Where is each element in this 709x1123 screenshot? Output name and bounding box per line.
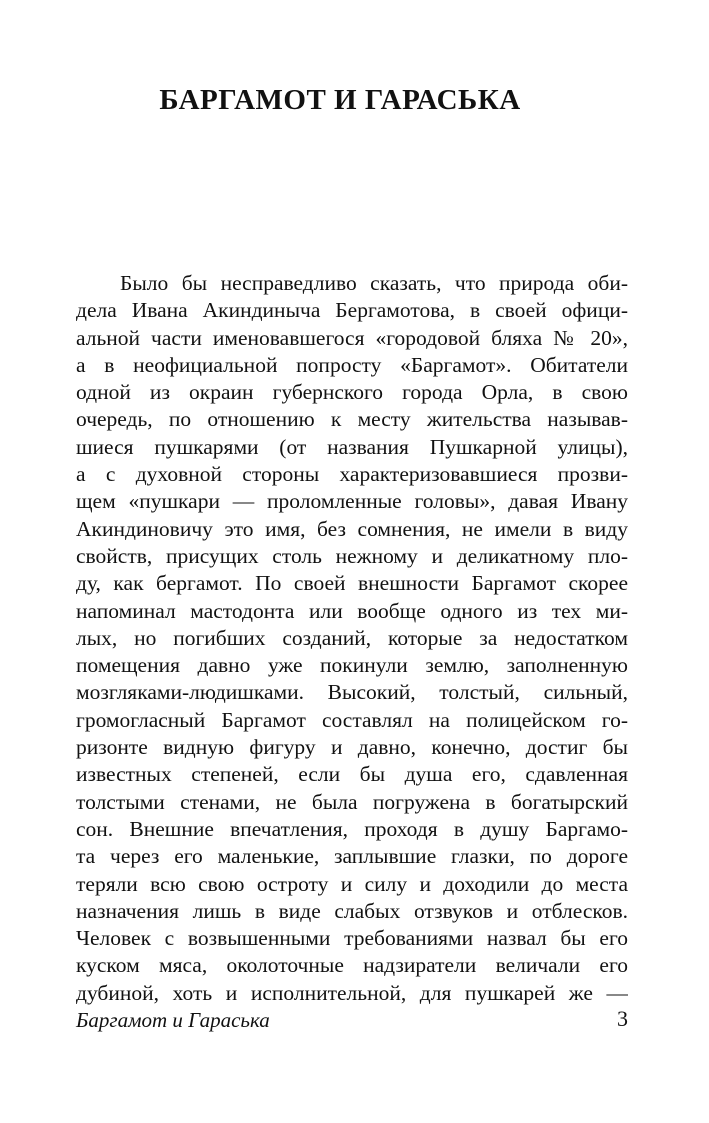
text-line: одной из окраин губернского города Орла, в свою	[76, 380, 628, 405]
page-number: 3	[617, 1006, 628, 1031]
text-line: Было бы несправедливо сказать, что природа оби-	[120, 271, 628, 295]
text-line: шиеся пушкарями (от названия Пушкарной улицы),	[76, 434, 628, 459]
text-line: известных степеней, если бы душа его, сдавленная	[76, 762, 628, 787]
text-line: ризонте видную фигуру и давно, конечно, достиг бы	[76, 735, 628, 760]
text-line: та через его маленькие, заплывшие глазки, по дороге	[76, 844, 628, 869]
text-line: щем «пушкари — проломленные головы», давая Ивану	[76, 489, 628, 514]
text-line: свойств, присущих столь нежному и деликатному пло-	[76, 543, 628, 568]
chapter-title: БАРГАМОТ И ГАРАСЬКА	[159, 84, 521, 116]
text-line: толстыми стенами, не была погружена в богатырский	[76, 789, 628, 814]
text-line: Человек с возвышенными требованиями назвал бы его	[76, 926, 628, 951]
text-line: Акиндиновичу это имя, без сомнения, не имели в виду	[76, 516, 628, 541]
text-line: дубиной, хоть и исполнительной, для пушкарей же —	[76, 980, 628, 1005]
text-line: сон. Внешние впечатления, проходя в душу Баргамо-	[76, 816, 628, 841]
text-line: а в неофициальной попросту «Баргамот». Обитатели	[76, 352, 628, 377]
text-line: громогласный Баргамот составлял на полицейском го-	[76, 707, 628, 732]
text-line: куском мяса, околоточные надзиратели величали его	[76, 953, 628, 978]
text-line: мозгляками-людишками. Высокий, толстый, сильный,	[76, 680, 628, 705]
text-line: ду, как бергамот. По своей внешности Баргамот скорее	[76, 571, 628, 596]
text-line: назначения лишь в виде слабых отзвуков и отблесков.	[76, 898, 628, 923]
text-line: помещения давно уже покинули землю, заполненную	[76, 653, 628, 678]
running-footer-title: Баргамот и Гараська	[76, 1008, 270, 1032]
text-line: напоминал мастодонта или вообще одного из тех ми-	[76, 598, 628, 623]
text-line: очередь, по отношению к месту жительства называв-	[76, 407, 628, 432]
body-paragraph	[76, 270, 628, 1007]
text-line: лых, но погибших созданий, которые за недостатком	[76, 625, 628, 650]
text-line: теряли всю свою остроту и силу и доходили до места	[76, 871, 628, 896]
text-line: а с духовной стороны характеризовавшиеся прозви-	[76, 462, 628, 487]
text-line: альной части именовавшегося «городовой бляха № 20»,	[76, 325, 628, 350]
text-line: дела Ивана Акиндиныча Бергамотова, в своей офици-	[76, 298, 628, 323]
